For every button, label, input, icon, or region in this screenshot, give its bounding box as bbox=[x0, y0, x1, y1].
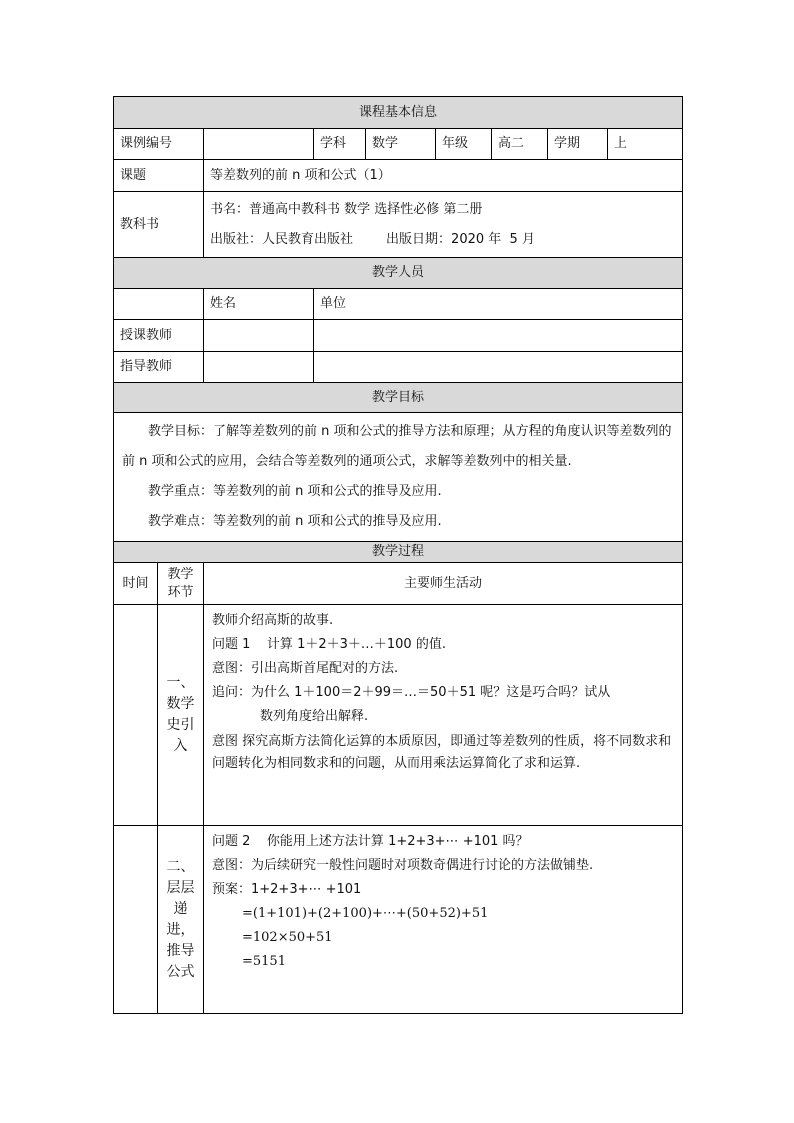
difficulty: 教学难点：等差数列的前 n 项和公式的推导及应用. bbox=[148, 514, 442, 529]
teacher-unit bbox=[314, 320, 683, 352]
mentor-unit bbox=[314, 352, 683, 383]
topic-label: 课题 bbox=[114, 160, 204, 192]
subject-value: 数学 bbox=[366, 129, 436, 160]
goals-header: 教学目标 bbox=[114, 383, 683, 413]
col-time: 时间 bbox=[114, 563, 158, 605]
stage2-line-6: =5151 bbox=[242, 954, 286, 969]
stage2-line-4: =(1+101)+(2+100)+⋯+(50+52)+51 bbox=[242, 906, 489, 921]
subject-label: 学科 bbox=[314, 129, 366, 160]
stage1-line-5: 数列角度给出解释. bbox=[260, 709, 369, 724]
stage1-line-1: 教师介绍高斯的故事. bbox=[212, 613, 334, 628]
case-no-value bbox=[204, 129, 314, 160]
stage1-line-3: 意图：引出高斯首尾配对的方法. bbox=[212, 661, 399, 676]
goals-body bbox=[114, 413, 683, 542]
textbook-title: 书名：普通高中教科书 数学 选择性必修 第二册 bbox=[210, 201, 483, 217]
textbook-publisher: 出版社：人民教育出版社 出版日期：2020 年 5 月 bbox=[210, 231, 535, 247]
stage2-line-5: =102×50+51 bbox=[242, 930, 333, 945]
grade-value: 高二 bbox=[492, 129, 548, 160]
staff-col-unit: 单位 bbox=[314, 289, 683, 320]
stage1-line-6: 意图 探究高斯方法简化运算的本质原因，即通过等差数列的性质，将不同数求和问题转化为相同数求和的问题，从而用乘法运算简化了求和运算. bbox=[212, 734, 672, 771]
teacher-name bbox=[204, 320, 314, 352]
staff-row-mentor: 指导教师 bbox=[114, 352, 204, 383]
term-value: 上 bbox=[608, 129, 683, 160]
stage2-time bbox=[114, 826, 158, 1014]
grade-label: 年级 bbox=[436, 129, 492, 160]
textbook-label: 教科书 bbox=[114, 192, 204, 258]
document-page bbox=[113, 96, 682, 1014]
basic-info-header: 课程基本信息 bbox=[114, 97, 683, 129]
term-label: 学期 bbox=[548, 129, 608, 160]
staff-corner bbox=[114, 289, 204, 320]
lesson-plan-table bbox=[113, 96, 683, 1014]
stage1-line-2: 问题 1 计算 1＋2＋3＋…＋100 的值. bbox=[212, 637, 446, 652]
stage1-time bbox=[114, 605, 158, 826]
stage2-activity bbox=[204, 826, 683, 1014]
stage1-line-4: 追问：为什么 1＋100＝2＋99＝…＝50＋51 呢？这是巧合吗？试从 bbox=[212, 685, 611, 700]
stage2-line-3: 预案：1+2+3+⋯ +101 bbox=[212, 882, 362, 897]
stage1-label: 一、数学史引入 bbox=[158, 605, 204, 826]
process-header: 教学过程 bbox=[114, 542, 683, 563]
topic-value: 等差数列的前 n 项和公式（1） bbox=[204, 160, 683, 192]
col-activity: 主要师生活动 bbox=[204, 563, 683, 605]
staff-row-teacher: 授课教师 bbox=[114, 320, 204, 352]
col-stage: 教学环节 bbox=[158, 563, 204, 605]
stage1-activity bbox=[204, 605, 683, 826]
goal-text: 教学目标：了解等差数列的前 n 项和公式的推导方法和原理；从方程的角度认识等差数列的前 n 项和公式的应用，会结合等差数列的通项公式，求解等差数列中的相关量. bbox=[122, 424, 672, 469]
textbook-info bbox=[204, 192, 683, 258]
stage2-line-2: 意图：为后续研究一般性问题时对项数奇偶进行讨论的方法做铺垫. bbox=[212, 858, 594, 873]
key-point: 教学重点：等差数列的前 n 项和公式的推导及应用. bbox=[148, 484, 442, 499]
case-no-label: 课例编号 bbox=[114, 129, 204, 160]
mentor-name bbox=[204, 352, 314, 383]
staff-col-name: 姓名 bbox=[204, 289, 314, 320]
stage2-line-1: 问题 2 你能用上述方法计算 1+2+3+⋯ +101 吗？ bbox=[212, 834, 529, 849]
staff-header: 教学人员 bbox=[114, 258, 683, 289]
stage2-label: 二、层层递进，推导公式 bbox=[158, 826, 204, 1014]
